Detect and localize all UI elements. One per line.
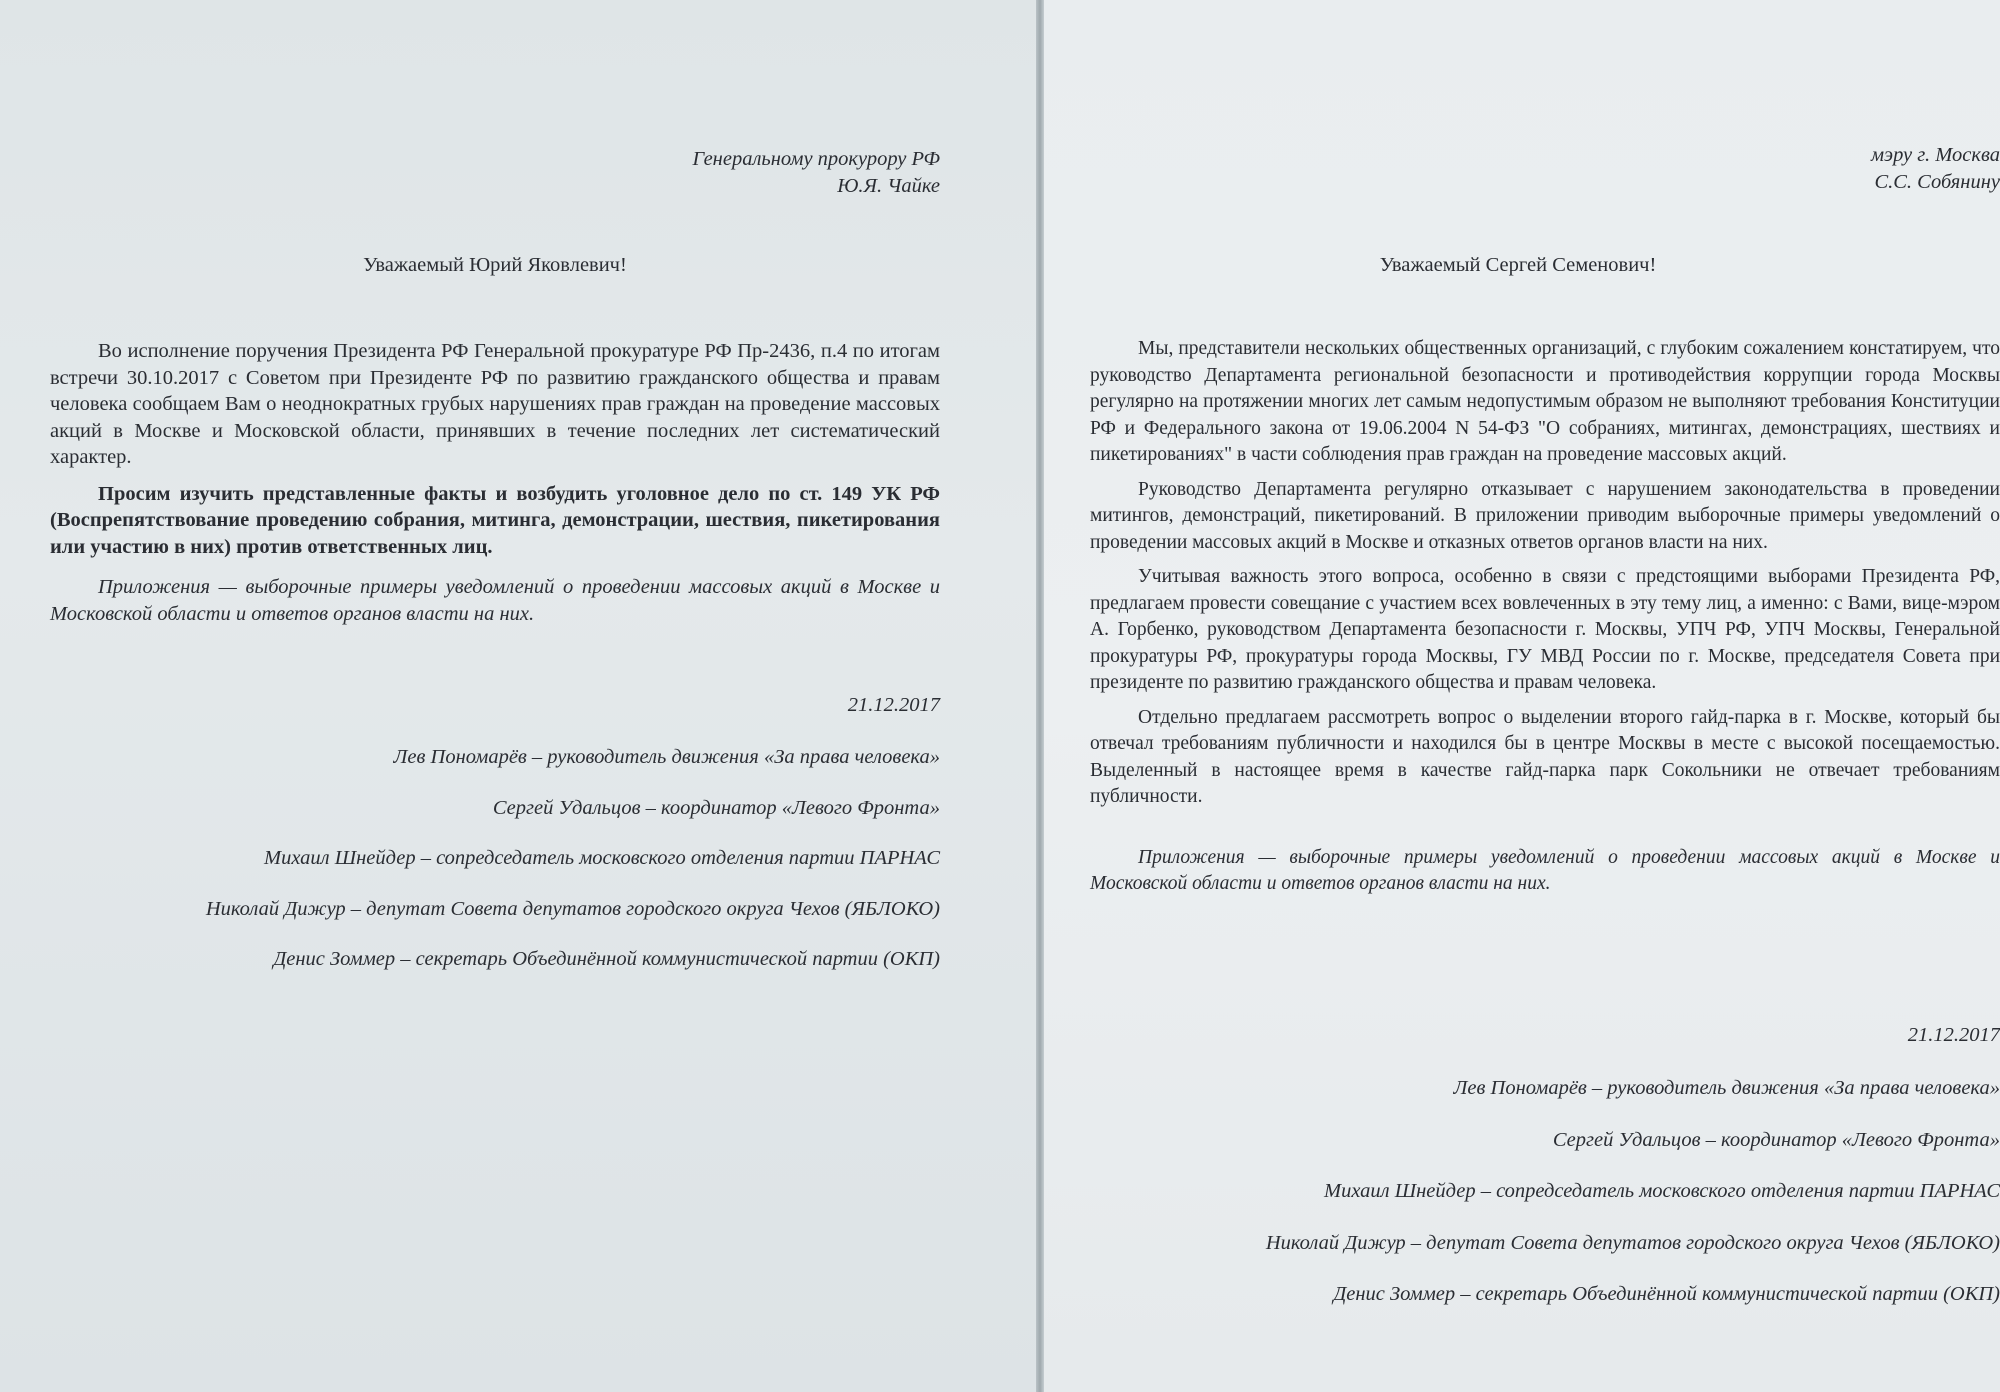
left-signatory-4: Николай Дижур – депутат Совета депутатов городского округа Чехов (ЯБЛОКО) (205, 897, 940, 920)
right-addressee-line2: С.С. Собянину (1874, 170, 2000, 193)
right-paragraph-3: Учитывая важность этого вопроса, особенно в связи с предстоящими выборами Президента РФ, предлагаем провести совещание с участием всех вовлеченных в эту тему лиц, а именно: с Вами, вице-мэром А. Горбенко, руководством Департамента безопасности г. Москвы, УПЧ РФ, УПЧ Москвы, Генеральной прокуратуры РФ, прокуратуры города Москвы, ГУ МВД России по г. Москве, председателя Совета при президенте по развитию гражданского общества и правам человека. (1090, 566, 2000, 693)
page-gap (1036, 0, 1044, 1392)
right-signatory-1: Лев Пономарёв – руководитель движения «За права человека» (1453, 1077, 2000, 1099)
left-addressee-line2: Ю.Я. Чайке (837, 174, 940, 197)
left-signatory-5: Денис Зоммер – секретарь Объединённой коммунистической партии (ОКП) (273, 948, 940, 970)
left-signatory-3: Михаил Шнейдер – сопредседатель московского отделения партии ПАРНАС (264, 847, 940, 869)
left-date: 21.12.2017 (847, 694, 940, 716)
left-signatory-2: Сергей Удальцов – координатор «Левого Фронта» (492, 796, 940, 819)
left-paragraph-1: Во исполнение поручения Президента РФ Генеральной прокуратуре РФ Пр-2436, п.4 по итогам встречи 30.10.2017 с Советом при Президенте РФ по развитию гражданского общества и правам человека сообщаем Вам о неоднократных грубых нарушениях прав граждан на проведение массовых акций в Москве и Московской области, принявших в течение последних лет систематический характер. (50, 340, 940, 468)
left-paragraph-2: Просим изучить представленные факты и возбудить уголовное дело по ст. 149 УК РФ (Воспрепятствование проведению собрания, митинга, демонстрации, шествия, пикетирования или участию в них) против ответственных лиц. (50, 482, 940, 558)
right-signatory-2: Сергей Удальцов – координатор «Левого Фронта» (1552, 1128, 2000, 1151)
right-paragraph-1: Мы, представители нескольких общественных организаций, с глубоким сожалением констатируем, что руководство Департамента региональной безопасности и противодействия коррупции города Москвы регулярно на протяжении многих лет самым недопустимым образом не выполняют требования Конституции РФ и Федерального закона от 19.06.2004 N 54-ФЗ "О собраниях, митингах, демонстрациях, шествиях и пикетированиях" в части соблюдения прав граждан на проведение массовых акций. (1090, 338, 2000, 465)
left-salutation: Уважаемый Юрий Яковлевич! (363, 254, 627, 276)
left-signatory-1: Лев Пономарёв – руководитель движения «За права человека» (393, 746, 940, 768)
left-body (50, 338, 940, 627)
left-addressee (600, 146, 940, 199)
right-signatory-3: Михаил Шнейдер – сопредседатель московского отделения партии ПАРНАС (1324, 1180, 2000, 1202)
right-date: 21.12.2017 (1907, 1024, 2000, 1046)
right-letter-page (1044, 0, 2000, 1392)
right-signatory-4: Николай Дижур – депутат Совета депутатов городского округа Чехов (ЯБЛОКО) (1265, 1231, 2000, 1254)
left-addressee-line1: Генеральному прокурору РФ (692, 148, 940, 170)
right-salutation: Уважаемый Сергей Семенович! (1379, 254, 1657, 276)
right-addressee-line1: мэру г. Москва (1870, 144, 2000, 166)
left-signatories (50, 744, 940, 973)
right-paragraph-4: Отдельно предлагаем рассмотреть вопрос о выделении второго гайд-парка в г. Москве, который бы отвечал требованиям публичности и находился бы в центре Москвы в месте с высокой посещаемостью. Выделенный в настоящее время в качестве гайд-парка парк Сокольники не отвечает требованиям публичности. (1090, 706, 2000, 807)
right-paragraph-2: Руководство Департамента регулярно отказывает с нарушением законодательства в проведении митингов, демонстраций, пикетирований. В приложении приводим выборочные примеры уведомлений о проведении массовых акций в Москве и отказных ответов органов власти на них. (1090, 478, 2000, 553)
right-body (1090, 336, 2000, 898)
right-addressee (1604, 142, 2000, 195)
right-signatory-5: Денис Зоммер – секретарь Объединённой коммунистической партии (ОКП) (1333, 1283, 2000, 1305)
left-attachments: Приложения — выборочные примеры уведомлений о проведении массовых акций в Москве и Московской области и ответов органов власти на них. (50, 576, 940, 625)
right-signatories (1090, 1075, 2000, 1308)
right-attachments: Приложения — выборочные примеры уведомлений о проведении массовых акций в Москве и Московской области и ответов органов власти на них. (1090, 846, 2000, 894)
